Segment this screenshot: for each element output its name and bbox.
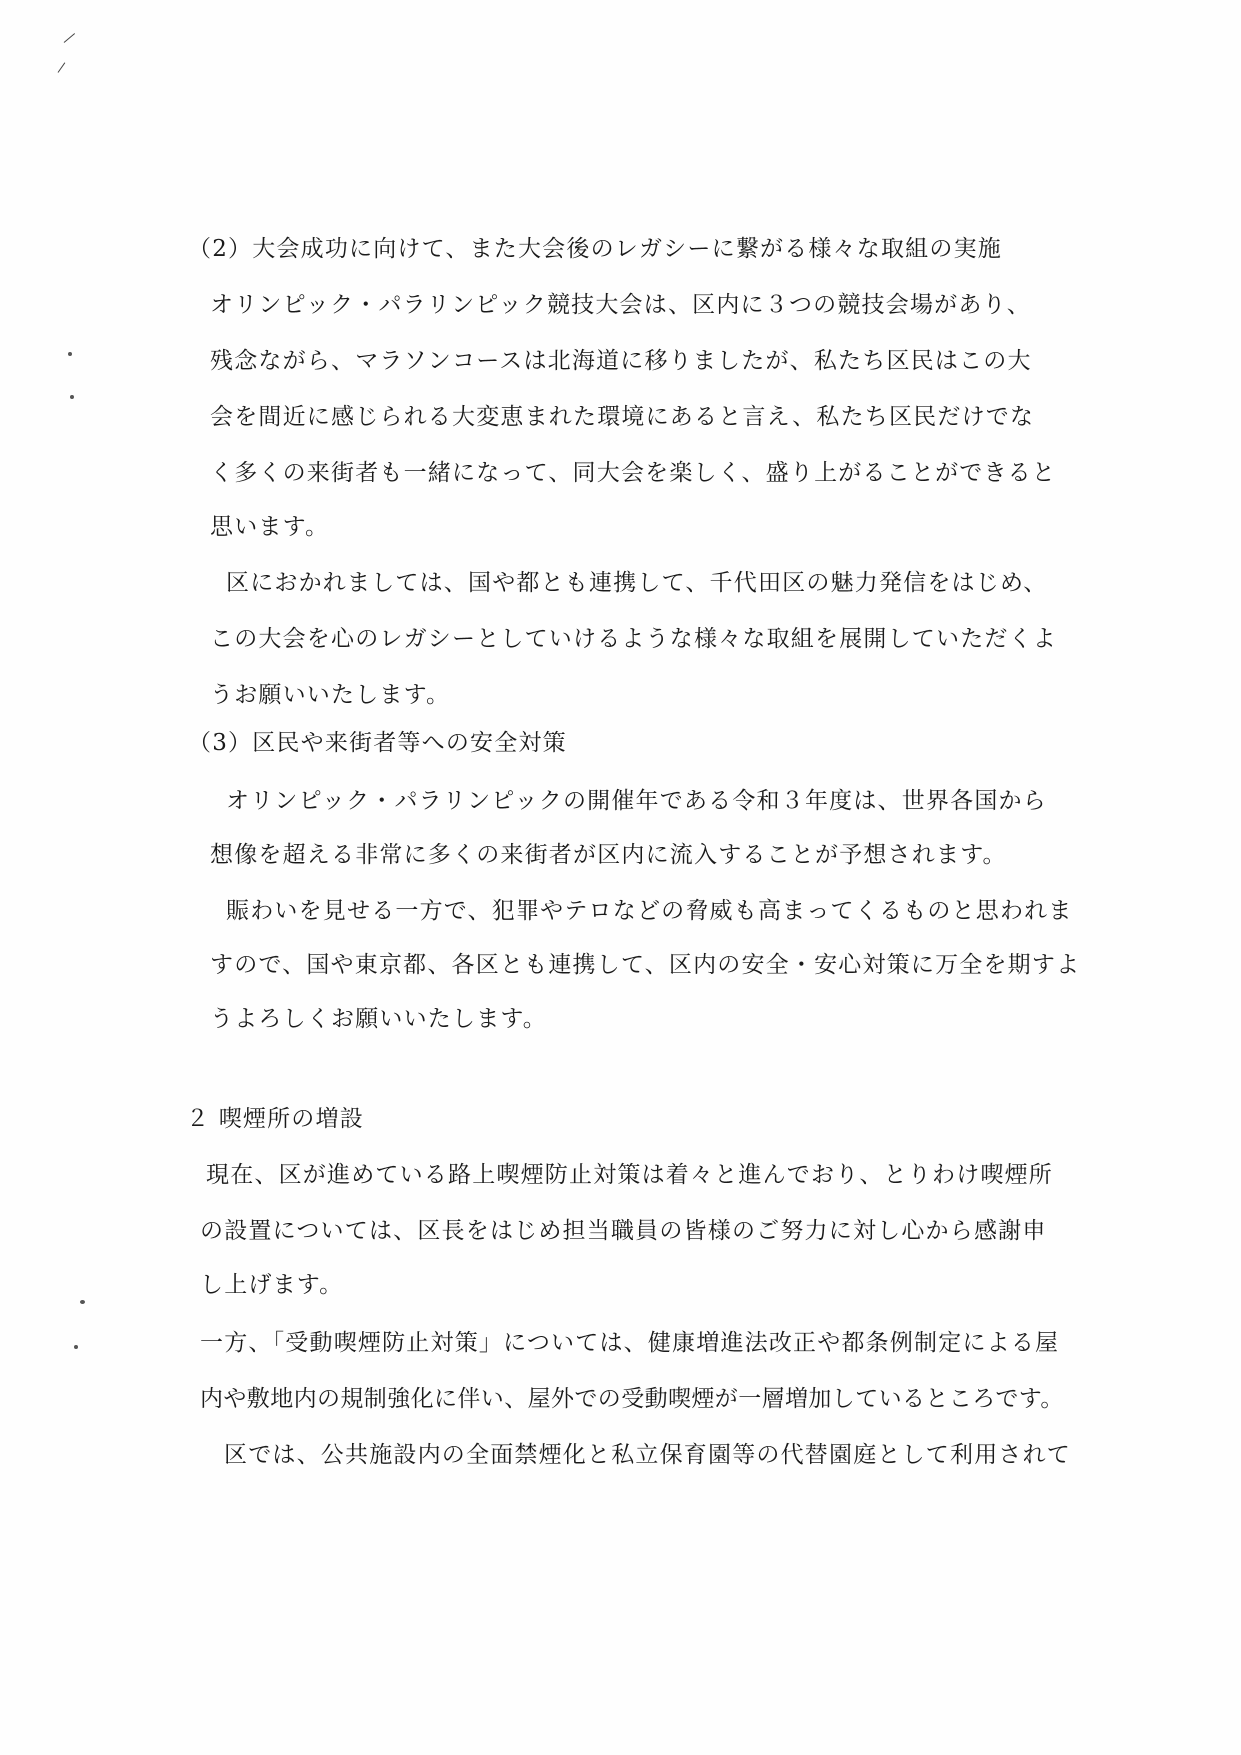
section-heading: （2）大会成功に向けて、また大会後のレガシーに繋がる様々な取組の実施 [188, 236, 1002, 262]
section-heading: ２ 喫煙所の増設 [186, 1106, 364, 1132]
scan-mark [64, 33, 75, 43]
paragraph-line: 想像を超える非常に多くの来街者が区内に流入することが予想されます。 [210, 842, 1007, 868]
paragraph-line: オリンピック・パラリンピック競技大会は、区内に３つの競技会場があり、 [210, 292, 1031, 318]
paragraph-line: 区におかれましては、国や都とも連携して、千代田区の魅力発信をはじめ、 [226, 570, 1048, 596]
paragraph-line: 会を間近に感じられる大変恵まれた環境にあると言え、私たち区民だけでな [210, 404, 1035, 430]
paragraph-line: し上げます。 [200, 1272, 344, 1298]
paragraph-line: 賑わいを見せる一方で、犯罪やテロなどの脅威も高まってくるものと思われま [226, 898, 1073, 924]
paragraph-line: 現在、区が進めている路上喫煙防止対策は着々と進んでおり、とりわけ喫煙所 [206, 1162, 1053, 1188]
paragraph-line: 残念ながら、マラソンコースは北海道に移りましたが、私たち区民はこの大 [210, 348, 1032, 374]
scan-speck [70, 395, 74, 399]
paragraph-line: オリンピック・パラリンピックの開催年である令和３年度は、世界各国から [226, 788, 1047, 814]
paragraph-line: の設置については、区長をはじめ担当職員の皆様のご努力に対し心から感謝申 [200, 1218, 1047, 1244]
paragraph-line: この大会を心のレガシーとしていけるような様々な取組を展開していただくよ [210, 626, 1057, 652]
scan-speck [68, 352, 72, 356]
paragraph-line: うお願いいたします。 [210, 682, 451, 708]
scan-mark [58, 62, 66, 72]
section-heading: （3）区民や来街者等への安全対策 [188, 730, 567, 756]
paragraph-line: く多くの来街者も一緒になって、同大会を楽しく、盛り上がることができると [210, 460, 1057, 486]
paragraph-line: 一方、「受動喫煙防止対策」については、健康増進法改正や都条例制定による屋 [200, 1330, 1060, 1356]
paragraph-line: うよろしくお願いいたします。 [210, 1006, 547, 1032]
paragraph-line: 思います。 [210, 514, 330, 540]
paragraph-line: 区では、公共施設内の全面禁煙化と私立保育園等の代替園庭として利用されて [224, 1442, 1071, 1468]
paragraph-line: 内や敷地内の規制強化に伴い、屋外での受動喫煙が一層増加しているところです。 [200, 1386, 1064, 1412]
scan-speck [80, 1300, 85, 1304]
paragraph-line: すので、国や東京都、各区とも連携して、区内の安全・安心対策に万全を期すよ [210, 952, 1081, 978]
scan-speck [74, 1345, 78, 1349]
